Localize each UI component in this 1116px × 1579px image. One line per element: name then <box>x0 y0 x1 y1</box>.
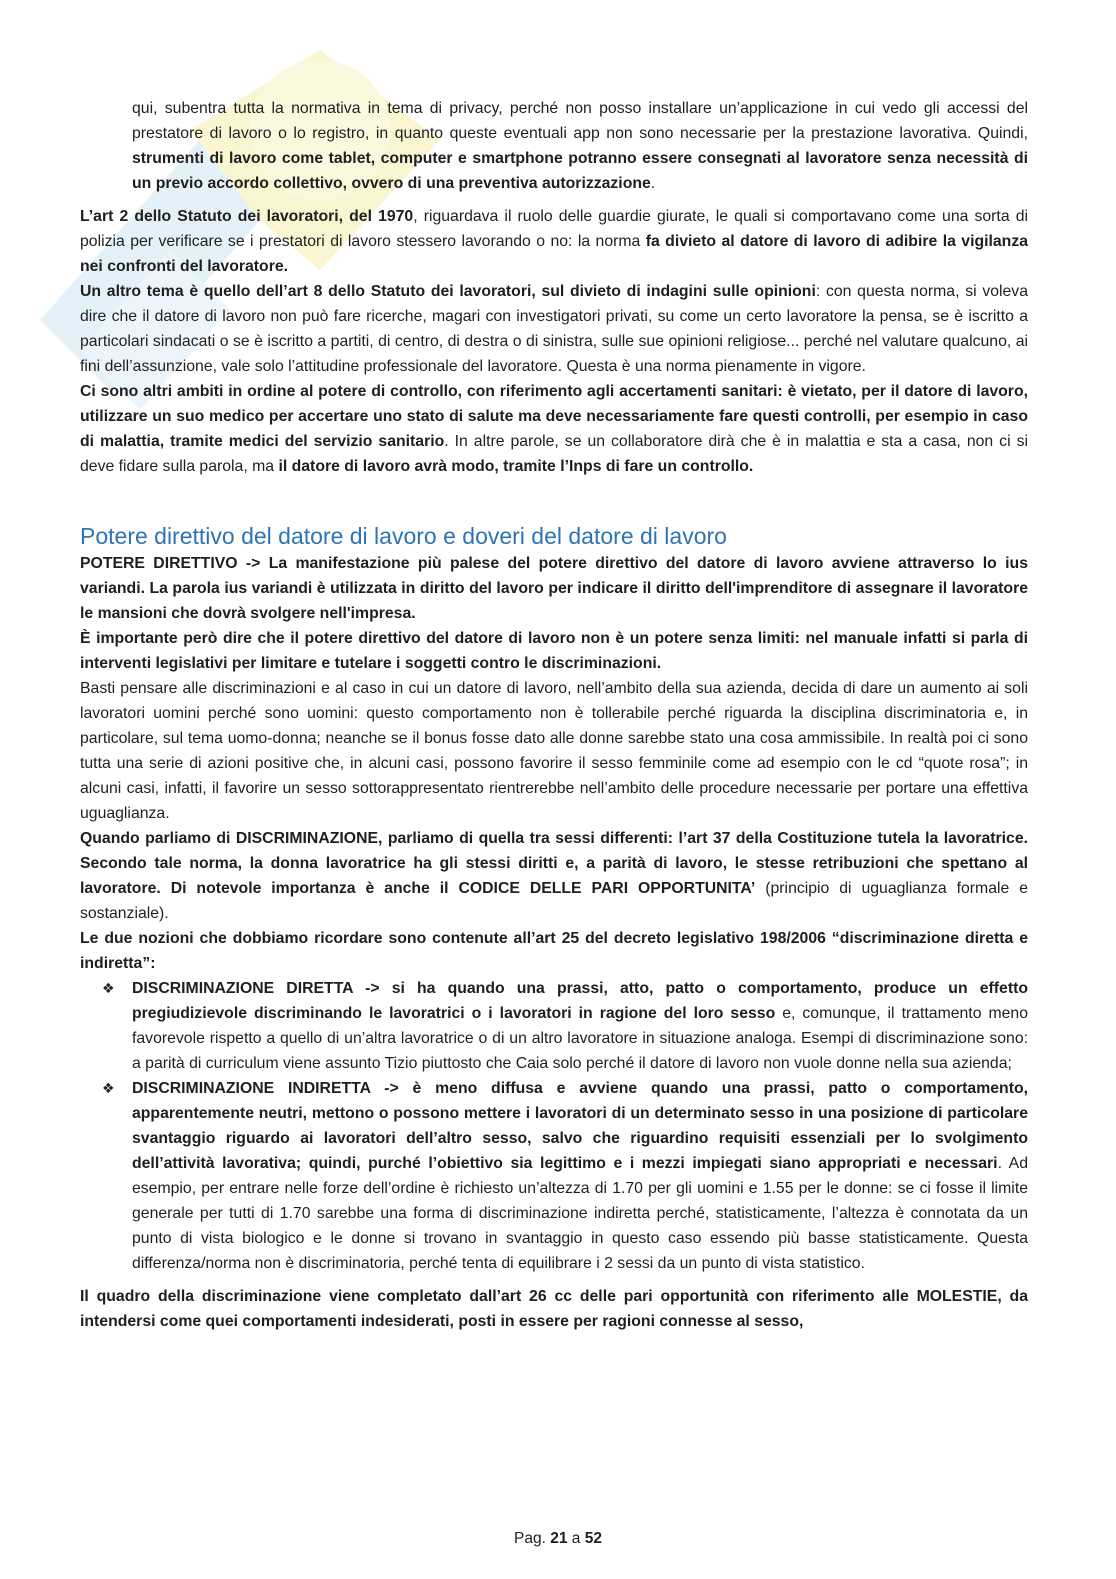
paragraph-limiti: È importante però dire che il potere direttivo del datore di lavoro non è un potere senza limiti: nel manuale infatti si parla di interventi legislativi per limitare e tutelare i soggetti contro le discriminazioni. <box>80 630 1028 672</box>
list-item-discriminazione-indiretta: ❖ DISCRIMINAZIONE INDIRETTA -> è meno diffusa e avviene quando una prassi, patto o comportamento, apparentemente neutri, mettono o possono mettere i lavoratori di un determinato sesso in una posizione di particolare svantaggio riguardo ai lavoratori dell’altro sesso, salvo che riguardino requisiti essenziali per lo svolgimento dell’attività lavorativa; quindi, purché l’obiettivo sia legittimo e i mezzi impiegati siano appropriati e necessari. Ad esempio, per entrare nelle forze dell’ordine è richiesto un’altezza di 1.70 per gli uomini e 1.55 per le donne: se ci fosse il limite generale per tutti di 1.70 sarebbe una forma di discriminazione indiretta perché, statisticamente, l’altezza è connotata da un punto di vista biologico e le donne si trovano in svantaggio in questo caso essendo più basse statisticamente. Questa differenza/norma non è discriminatoria, perché tenta di equilibrare i 2 sessi da un punto di vista statistico. <box>132 1076 1028 1276</box>
paragraph-molestie: Il quadro della discriminazione viene completato dall’art 26 cc delle pari opportunità con riferimento alle MOLESTIE, da intendersi come quei comportamenti indesiderati, posti in essere per ragioni connesse al sesso, <box>80 1288 1028 1330</box>
list-item-discriminazione-diretta: ❖ DISCRIMINAZIONE DIRETTA -> si ha quando una prassi, atto, patto o comportamento, produce un effetto pregiudizievole discriminando le lavoratrici o i lavoratori in ragione del loro sesso e, comunque, il trattamento meno favorevole rispetto a quello di un’altra lavoratrice o di un altro lavoratore in situazione analoga. Esempi di discriminazione sono: a parità di curriculum viene assunto Tizio piuttosto che Caia solo perché il datore di lavoro non vuole donne nella sua azienda; <box>132 976 1028 1076</box>
document-body <box>80 96 1028 1334</box>
paragraph-potere-direttivo: POTERE DIRETTIVO -> La manifestazione più palese del potere direttivo del datore di lavoro avviene attraverso lo ius variandi. La parola ius variandi è utilizzata in diritto del lavoro per indicare il diritto dell'imprenditore di assegnare il lavoratore le mansioni che dovrà svolgere nell'impresa. <box>80 555 1028 622</box>
paragraph-discriminazioni-esempio: Basti pensare alle discriminazioni e al caso in cui un datore di lavoro, nell’ambito della sua azienda, decida di dare un aumento ai soli lavoratori uomini perché sono uomini: questo comportamento non è tollerabile perché riguarda la disciplina discriminatoria e, in particolare, sul tema uomo-donna; neanche se il bonus fosse dato alle donne sarebbe stato una cosa ammissibile. In realtà poi ci sono tutta una serie di azioni positive che, in alcuni casi, possono favorire il sesso femminile come ad esempio con le cd “quote rosa”; in alcuni casi, infatti, il favorire un sesso sottorappresentato rientrerebbe nell’ambito delle procedure necessarie per portare una effettiva uguaglianza. <box>80 680 1028 822</box>
page-footer: Pag. 21 a 52 <box>514 1530 602 1547</box>
page-number: 21 <box>550 1530 568 1547</box>
paragraph-discriminazione-sessi: Quando parliamo di DISCRIMINAZIONE, parliamo di quella tra sessi differenti: l’art 37 della Costituzione tutela la lavoratrice. Secondo tale norma, la donna lavoratrice ha gli stessi diritti e, a parità di lavoro, le stesse retribuzioni che spettano al lavoratore. Di notevole importanza è anche il CODICE DELLE PARI OPPORTUNITA’ (principio di uguaglianza formale e sostanziale). <box>80 830 1028 922</box>
section-heading: Potere direttivo del datore di lavoro e doveri del datore di lavoro <box>80 523 727 549</box>
diamond-bullet-icon: ❖ <box>102 1080 115 1096</box>
page-total: 52 <box>584 1530 602 1547</box>
paragraph-privacy: qui, subentra tutta la normativa in tema di privacy, perché non posso installare un’applicazione in cui vedo gli accessi del prestatore di lavoro o lo registro, in quanto queste eventuali app non sono necessarie per la prestazione lavorativa. Quindi, strumenti di lavoro come tablet, computer e smartphone potranno essere consegnati al lavoratore senza necessità di un previo accordo collettivo, ovvero di una preventiva autorizzazione. <box>132 100 1028 192</box>
bullet-list <box>80 976 1028 1276</box>
paragraph-accertamenti-sanitari: Ci sono altri ambiti in ordine al potere di controllo, con riferimento agli accertamenti sanitari: è vietato, per il datore di lavoro, utilizzare un suo medico per accertare uno stato di salute ma deve necessariamente fare questi controlli, per esempio in caso di malattia, tramite medici del servizio sanitario. In altre parole, se un collaboratore dirà che è in malattia e sta a casa, non ci si deve fidare sulla parola, ma il datore di lavoro avrà modo, tramite l’Inps di fare un controllo. <box>80 383 1028 475</box>
paragraph-art8: Un altro tema è quello dell’art 8 dello Statuto dei lavoratori, sul divieto di indagini sulle opinioni: con questa norma, si voleva dire che il datore di lavoro non può fare ricerche, magari con investigatori privati, su come un certo lavoratore la pensa, se è iscritto a particolari sindacati o se è iscritto a partiti, di centro, di destra o di sinistra, sulle sue opinioni religiose... perché nel valutare qualcuno, ai fini dell’assunzione, vale solo l’attitudine professionale del lavoratore. Questa è una norma pienamente in vigore. <box>80 283 1028 375</box>
diamond-bullet-icon: ❖ <box>102 980 115 996</box>
paragraph-due-nozioni: Le due nozioni che dobbiamo ricordare sono contenute all’art 25 del decreto legislativo 198/2006 “discriminazione diretta e indiretta”: <box>80 930 1028 972</box>
paragraph-art2: L’art 2 dello Statuto dei lavoratori, del 1970, riguardava il ruolo delle guardie giurate, le quali si comportavano come una sorta di polizia per verificare se i prestatori di lavoro stessero lavorando o no: la norma fa divieto al datore di lavoro di adibire la vigilanza nei confronti del lavoratore. <box>80 208 1028 275</box>
